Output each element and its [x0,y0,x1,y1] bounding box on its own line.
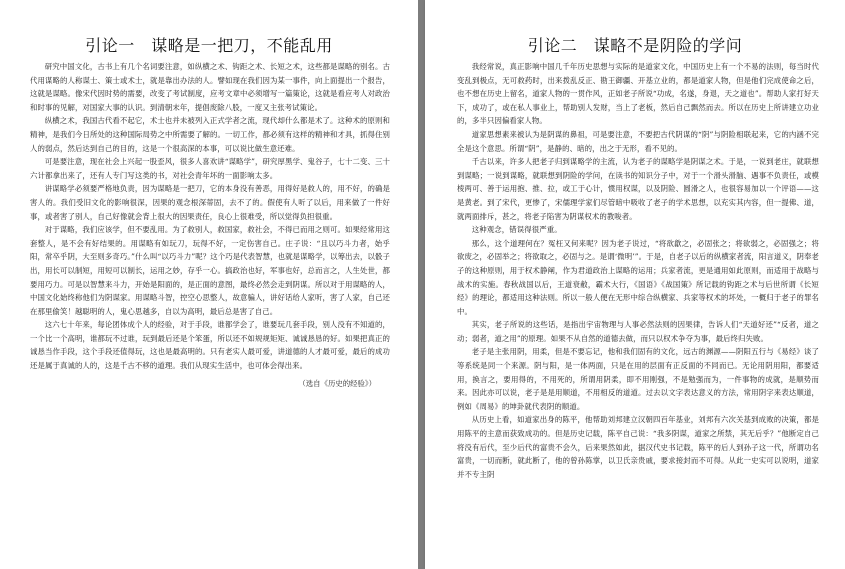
left-page [0,0,418,569]
page-gutter [418,0,425,569]
paragraph: 从历史上看，如道家出身的陈平，他帮助刘邦建立汉朝四百年基业，刘邦有六次关基到成败的决策，都是用陈平的主意而获致成功的。但是历史记载，陈平自己说：“我多阴谋，道家之所禁，其无后乎？”他断定自己将没有后代，至少后代的富贵不会久，后来果然如此，据汉代史书记载，陈平的后人到孙子这一代，所谓功名富贵，一切而断，就此断了，他的曾孙陈掌，以卫氏亲贵戚，要求接封而不可得。从此一史实可以说明，道家并不专主阴 [457,415,819,479]
source-citation: （选自《历史的经验》） [298,378,376,388]
paragraph: 这种观念，错误得很严重。 [471,225,562,235]
paragraph: 那么，这个道理何在？冤枉又何来呢？因为老子说过，“将欲歙之，必固张之；将欲弱之，必固强之；将欲废之，必固举之；将欲取之，必固与之。是谓‘微明’”。于是，自老子以后的纵横家者流，阳言道义，阴奉老子的这种原则，用于权术静阐，作为君道政治上谋略的运用；兵家者流，更是通用如此原则，而适用于战略与战术的实施。春秋战国以后，王道衰敝，霸术大行，《国语》《战国策》所记载的钩距之术与后世所谓《长短经》的理论，都适用这种法则。所以一般人便在无形中综合纵横家、兵家等权术的坏处，一概归于老子的罪名中。 [457,238,819,316]
left-page-title: 引论一 谋略是一把刀，不能乱用 [85,36,333,55]
paragraph: 可是要注意，现在社会上兴起一股歪风，很多人喜欢讲“谋略学”，研究厚黑学、鬼谷子，七十二变、三十六计都拿出来了，还有人专门写这类的书，对社会青年坏的一面影响太多。 [30,157,390,180]
paragraph: 道家思想素来被认为是阴谋的鼻祖，可是要注意，不要把古代阴谋的“阴”与阴险相联起来，它的内涵不完全是这个意思。所谓“阴”，是静的、暗的，出之于无形，看不见的。 [457,129,819,153]
right-page-title: 引论二 谋略不是阴险的学问 [527,36,743,55]
left-page-body [30,60,390,390]
paragraph: 对于谋略，我们应该学，但不要乱用。为了救别人，救国家，救社会，不得已而用之则可。如果经常用这套整人，是不会有好结果的。用谋略有如玩刀，玩得不好，一定伤害自己。庄子说：“且以巧斗力者，始乎阳，常卒乎阴，大至则多奇巧。”什么叫“以巧斗力”呢？这个巧是代表智慧，也就是谋略学，以筹出去，以骰子出，用长可以制短，用短可以制长，运用之妙，存乎一心。搞政治也好，军事也好，总而言之，人生处世，都要用巧力。可是以智慧来斗力，开始是阳面的，是正面的意图，最终必然会走到阴谋。所以对于用谋略的人，中国文化始终称他们为阴谋家。用谋略斗智，控空心思整人，故意骗人，讲好话给人家听，害了人家，自己还在那里偷笑！越聪明的人，鬼心思越多，自以为高明，最后总是害了自己。 [30,225,390,316]
right-page [425,0,845,569]
paragraph: 这六七十年来，每论团体成个人的经验，对于手段，谁都学会了，谁要玩几套手段，别人没有不知道的，一个比一个高明，谁都玩不过谁，玩到最后还是个笨蛋，所以还不如规规矩矩、诚诚恳恳的好。如果把真正的诚恳当作手段，这个手段还值得玩，这也是最高明的。只有老实人最可爱，讲道德的人才最可爱，最后的成功还是属于真诚的人的，这是千古不移的道理。我们从现实生活中，也可体会得出来。 [30,320,390,371]
paragraph: 老子是主张用阴，用柔，但是不要忘记，他和我们固有的文化，远古的渊源——阴阳五行与《易经》谈了等系统是同一个来源。阴与阳，是一体两面，只是在用的层面有正反面的不同而已。无论用阴用阳，都要适用，换言之，要用得的，不用死的，所谓用阴柔，即不用刚强，不是勉强而为，一件事物的成就，是顺势而来。因此亦可以说，老子是是用顺道，不用相反的道道。过去以文字表达意义的方法，常用阴字来表达顺道，例如《周易》的坤卦就代表阴的顺道。 [457,347,819,411]
paragraph: 讲谋略学必须要严格地负责，因为谋略是一把刀，它的本身没有善恶，用得好是救人的，用不好，的确是害人的。我们受旧文化的影响很深，因果的观念根深蒂固，去不了的。假使有人听了以后，用来做了一件好事，或者害了别人，自己好像就会背上很大的因果责任，良心上很难受，所以觉得负担很重。 [30,184,390,221]
paragraph: 纵横之术，我国古代看不起它，术士也并未被列入正式学者之流，现代却什么都是术了。这种术的原则和精神，是我们今日所处的这种国际局势之中所需要了解的。一切工作，都必须有这样的精神和才具，抓得住别人的弱点，然后达到自己的目的，这是一个很高深的本事，可以说比做生意还难。 [30,116,390,153]
right-page-body [457,60,819,481]
paragraph: 研究中国文化，古书上有几个名词要注意，如纵横之术、钩距之术、长短之术，这些都是谋略的别名。古代用谋略的人称谋士、策士或术士，就是靠出办法的人。譬如现在我们因为某一事件，向上面提出一个报告，这就是谋略。像宋代因时势的需要，改变了考试制度，应考文章中必须增写一篇策论，这就是看应考人对政治和时事的见解，对国家大事的认识。到清朝末年，提倡废除八股，一度又主张考试策论。 [30,62,390,112]
paragraph: 其实，老子所说的这些话，是指出宇宙物理与人事必然法则的因果律，告诉人们“天道好还”“反者，道之动；弱者，道之用”的原理。如果不从自然的道德去做，而只以权术争夺为事，最后终归失败。 [457,320,819,343]
paragraph: 我经常说，真正影响中国几千年历史思想与实际的是道家文化，中国历史上有一个不易的法则，每当时代变乱到极点，无可救药时，出来拨乱反正、勘王御疆、开基立业的，都是道家人物，但是他们完成使命之后，也不想在历史上留名，道家人物的一贯作风，正如老子所说“功成，名遂，身退，天之道也”。帮助人家打好天下，成功了，或在私人事业上，帮助别人发财，当上了老板，然后自己飘然而去。所以在历史上所讲建立功业的，多半只因偏看家人物。 [457,62,819,126]
paragraph: 千古以来，许多人把老子归到谋略学的主流，认为老子的谋略学是阴谋之术。于是，一说到老庄，就联想到谋略；一说到谋略，就联想到阴险的学问，在读书的知识分子中，对于一个滑头滑脑、遇事不负责任，或模棱两可、善于运用抱、推、拉，或工于心计，惯用权谋，以及阴险、圆滑之人，也很容易加以一个评语——这是黄老。到了宋代，更惨了，宋儒理学家们尽管暗中吸收了老子的学术思想，以充实其内容，但一提佛、道，就两面排斥，甚之，将老子陷害为阴谋权术的教唆者。 [457,157,819,221]
